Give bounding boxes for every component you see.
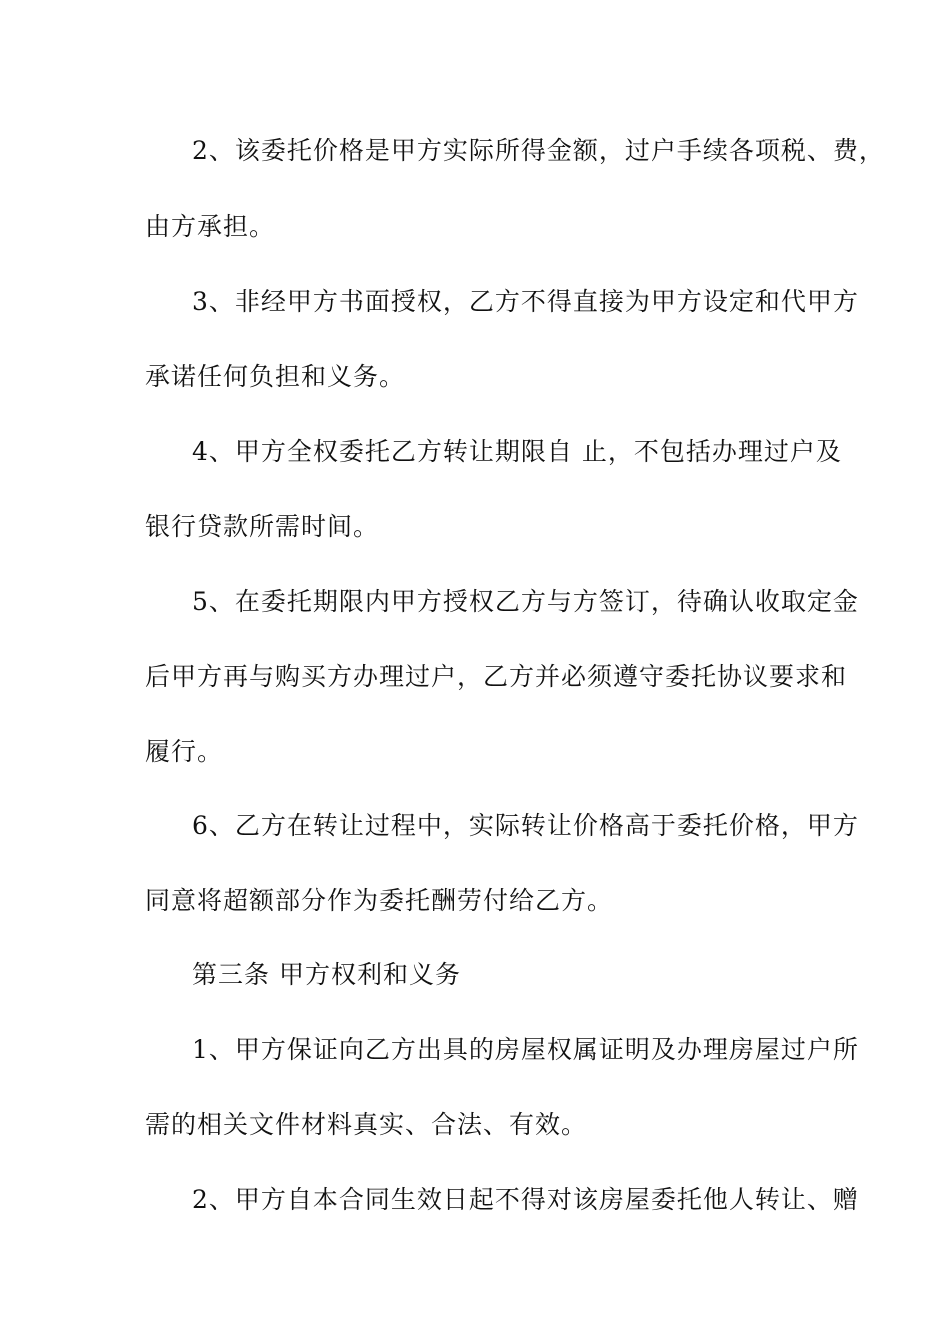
clause-2-line-2: 由方承担。 <box>145 212 276 241</box>
clause-3-line-1: 3、非经甲方书面授权，乙方不得直接为甲方设定和代甲方 <box>192 287 859 316</box>
clause-5-line-1: 5、在委托期限内甲方授权乙方与方签订，待确认收取定金 <box>192 587 859 616</box>
clause-6-line-2: 同意将超额部分作为委托酬劳付给乙方。 <box>145 886 614 915</box>
clause-4-line-1: 4、甲方全权委托乙方转让期限自 止，不包括办理过户及 <box>192 437 842 466</box>
clause-5-line-2: 后甲方再与购买方办理过户，乙方并必须遵守委托协议要求和 <box>145 662 848 691</box>
section-heading: 第三条 甲方权利和义务 <box>192 960 461 989</box>
party-a-clause-2-line-1: 2、甲方自本合同生效日起不得对该房屋委托他人转让、赠 <box>192 1185 859 1214</box>
party-a-clause-1-line-1: 1、甲方保证向乙方出具的房屋权属证明及办理房屋过户所 <box>192 1035 859 1064</box>
clause-4-line-2: 银行贷款所需时间。 <box>145 512 380 541</box>
clause-3-line-2: 承诺任何负担和义务。 <box>145 362 406 391</box>
clause-2-line-1: 2、该委托价格是甲方实际所得金额，过户手续各项税、费， <box>192 136 885 165</box>
clause-6-line-1: 6、乙方在转让过程中，实际转让价格高于委托价格，甲方 <box>192 811 859 840</box>
clause-5-line-3: 履行。 <box>145 737 224 766</box>
party-a-clause-1-line-2: 需的相关文件材料真实、合法、有效。 <box>145 1110 588 1139</box>
